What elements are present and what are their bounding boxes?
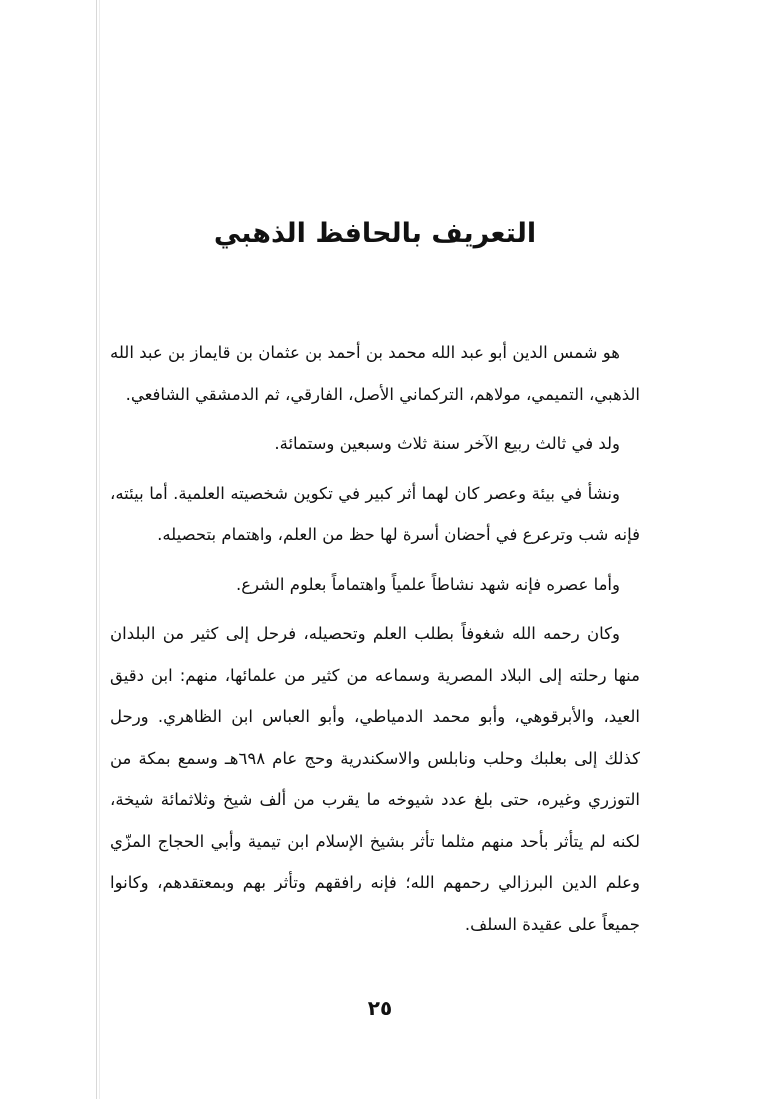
body-text	[110, 332, 640, 945]
page-gutter-shadow	[99, 0, 100, 1099]
paragraph-lineage: هو شمس الدين أبو عبد الله محمد بن أحمد بن عثمان بن قايماز بن عبد الله الذهبي، التميمي، مولاهم، التركماني الأصل، الفارقي، ثم الدمشقي الشافعي.	[110, 343, 640, 404]
page-gutter-line	[96, 0, 97, 1099]
paragraph-era: وأما عصره فإنه شهد نشاطاً علمياً واهتماماً بعلوم الشرع.	[235, 574, 620, 594]
chapter-title: التعريف بالحافظ الذهبي	[213, 218, 537, 250]
paragraph-upbringing: ونشأ في بيئة وعصر كان لهما أثر كبير في تكوين شخصيته العلمية. أما بيئته، فإنه شب وترعرع في أحضان أسرة لها حظ من العلم، واهتمام بتحصيله.	[110, 483, 640, 544]
paragraph-birth: ولد في ثالث ربيع الآخر سنة ثلاث وسبعين وستمائة.	[274, 434, 620, 453]
paragraph-travels: وكان رحمه الله شغوفاً بطلب العلم وتحصيله، فرحل إلى كثير من البلدان منها رحلته إلى البلاد المصرية وسماعه من كثير من علمائها، منهم: ابن دقيق العيد، والأبرقوهي، وأبو محمد الدمياطي، وأبو العباس ابن الظاهري. ورحل كذلك إلى بعلبك وحلب ونابلس والاسكندرية وحج عام ٦٩٨هـ وسمع بمكة من التوزري وغيره، حتى بلغ عدد شيوخه ما يقرب من ألف شيخ وثلاثمائة شيخة، لكنه لم يتأثر بأحد منهم مثلما تأثر بشيخ الإسلام ابن تيمية وأبي الحجاج المزّي وعلم الدين البرزالي رحمهم الله؛ فإنه رافقهم وتأثر بهم وبمعتقدهم، وكانوا جميعاً على عقيدة السلف.	[110, 624, 640, 934]
page-number: ٢٥	[367, 996, 393, 1020]
